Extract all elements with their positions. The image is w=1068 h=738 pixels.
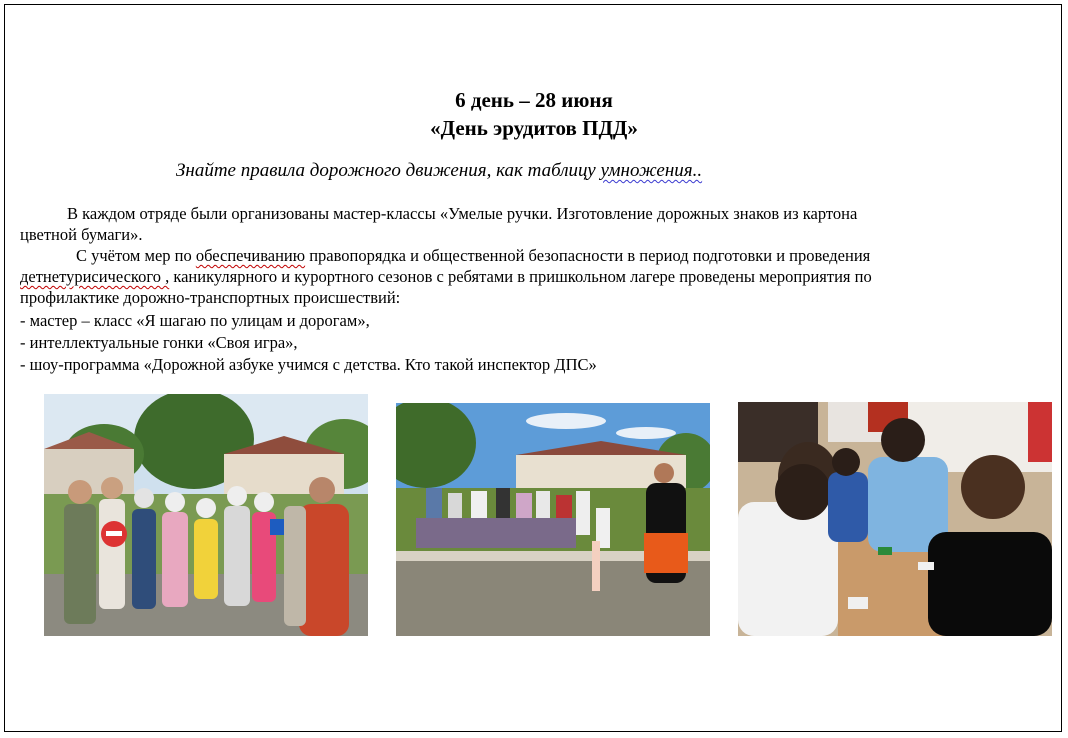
paragraph2-text-c: каникулярного и курортного сезонов с ребятами в пришкольном лагере проведены мероприятия по — [169, 267, 872, 286]
photo-group-outdoors — [396, 403, 710, 636]
photo-children-with-signs — [44, 394, 368, 636]
day-heading: 6 день – 28 июня — [455, 88, 613, 112]
misspelled-word-2: детнетурисического , — [20, 267, 170, 286]
paragraph2-line3: профилактике дорожно-транспортных происшествий: — [20, 288, 401, 307]
epigraph — [176, 160, 702, 182]
epigraph-underlined-word: умножения.. — [600, 160, 703, 181]
photo-boys-at-table — [738, 402, 1052, 636]
list-item: - шоу-программа «Дорожной азбуке учимся с детства. Кто такой инспектор ДПС» — [20, 355, 597, 374]
list-item: - интеллектуальные гонки «Своя игра», — [20, 333, 298, 352]
event-title: «День эрудитов ПДД» — [430, 116, 638, 140]
paragraph1-line2: цветной бумаги». — [20, 225, 143, 244]
paragraph2-text-a: С учётом мер по — [76, 246, 196, 265]
paragraph2-line1 — [76, 246, 870, 266]
paragraph2-text-b: правопорядка и общественной безопасности в период подготовки и проведения — [305, 246, 871, 265]
paragraph1-line1: В каждом отряде были организованы мастер-классы «Умелые ручки. Изготовление дорожных знаков из картона — [67, 204, 858, 223]
list-item: - мастер – класс «Я шагаю по улицам и дорогам», — [20, 311, 370, 330]
epigraph-text: Знайте правила дорожного движения, как таблицу — [176, 160, 601, 181]
paragraph2-line2 — [20, 267, 872, 287]
misspelled-word-1: обеспечиванию — [195, 246, 306, 265]
